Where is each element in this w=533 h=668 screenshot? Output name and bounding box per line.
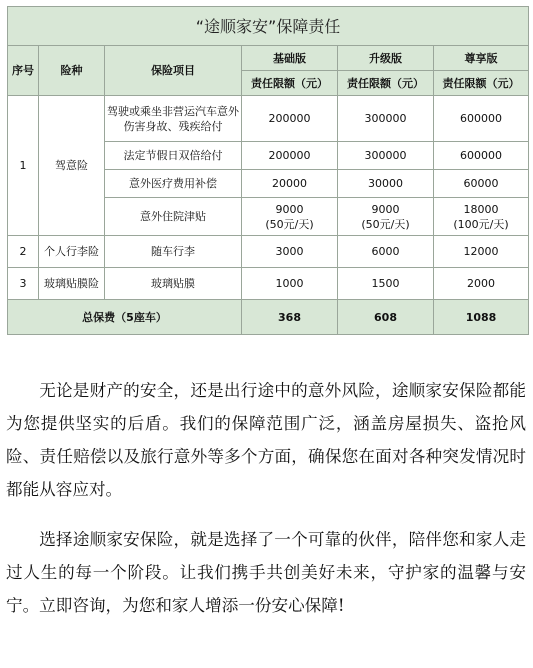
total-value-upgrade: 608 xyxy=(338,300,434,335)
cell-value: 200000 xyxy=(242,96,338,142)
paragraph-1: 无论是财产的安全，还是出行途中的意外风险，途顺家安保险都能为您提供坚实的后盾。我们的保障范围广泛，涵盖房屋损失、盗抢风险、责任赔偿以及旅行意外等多个方面，确保您在面对各种突发情况时都能从容应对。 xyxy=(6,381,526,499)
table-row xyxy=(8,96,529,142)
cell-value: 300000 xyxy=(338,142,434,170)
coverage-table xyxy=(7,6,529,335)
paragraph-2: 选择途顺家安保险，就是选择了一个可靠的伙伴，陪伴您和家人走过人生的每一个阶段。让我们携手共创美好未来，守护家的温馨与安宁。立即咨询，为您和家人增添一份安心保障! xyxy=(6,530,526,615)
cell-value xyxy=(434,198,529,236)
cell-seq: 2 xyxy=(8,236,39,268)
cell-item: 玻璃贴膜 xyxy=(105,268,242,300)
cell-item: 意外医疗费用补偿 xyxy=(105,170,242,198)
table-row xyxy=(8,268,529,300)
header-plan-upgrade: 升级版 xyxy=(338,46,434,71)
table-title: “途顺家安”保障责任 xyxy=(8,7,529,46)
header-seq: 序号 xyxy=(8,46,39,96)
value-per-day: (50元/天) xyxy=(265,217,314,231)
value-per-day: (50元/天) xyxy=(361,217,410,231)
cell-value: 200000 xyxy=(242,142,338,170)
cell-type: 个人行李险 xyxy=(39,236,105,268)
cell-value: 600000 xyxy=(434,96,529,142)
cell-item: 随车行李 xyxy=(105,236,242,268)
total-row xyxy=(8,300,529,335)
cell-value xyxy=(242,198,338,236)
value-amount: 18000 xyxy=(463,202,499,216)
cell-value xyxy=(338,198,434,236)
header-limit-basic: 责任限额（元） xyxy=(242,71,338,96)
cell-type: 驾意险 xyxy=(39,96,105,236)
cell-value: 12000 xyxy=(434,236,529,268)
cell-type: 玻璃贴膜险 xyxy=(39,268,105,300)
cell-value: 6000 xyxy=(338,236,434,268)
cell-value: 30000 xyxy=(338,170,434,198)
header-item: 保险项目 xyxy=(105,46,242,96)
cell-value: 3000 xyxy=(242,236,338,268)
cell-value: 300000 xyxy=(338,96,434,142)
cell-seq: 1 xyxy=(8,96,39,236)
cell-value: 600000 xyxy=(434,142,529,170)
table-row xyxy=(8,236,529,268)
value-amount: 9000 xyxy=(371,202,400,216)
cell-value: 1500 xyxy=(338,268,434,300)
header-plan-premium: 尊享版 xyxy=(434,46,529,71)
cell-value: 2000 xyxy=(434,268,529,300)
cell-item: 意外住院津贴 xyxy=(105,198,242,236)
value-amount: 9000 xyxy=(275,202,304,216)
total-value-premium: 1088 xyxy=(434,300,529,335)
cell-seq: 3 xyxy=(8,268,39,300)
header-limit-premium: 责任限额（元） xyxy=(434,71,529,96)
total-value-basic: 368 xyxy=(242,300,338,335)
cell-value: 1000 xyxy=(242,268,338,300)
header-limit-upgrade: 责任限额（元） xyxy=(338,71,434,96)
header-plan-basic: 基础版 xyxy=(242,46,338,71)
cell-value: 60000 xyxy=(434,170,529,198)
value-per-day: (100元/天) xyxy=(453,217,509,231)
cell-item: 法定节假日双倍给付 xyxy=(105,142,242,170)
cell-item: 驾驶或乘坐非营运汽车意外伤害身故、残疾给付 xyxy=(105,96,242,142)
cell-value: 20000 xyxy=(242,170,338,198)
total-label: 总保费（5座车） xyxy=(8,300,242,335)
header-type: 险种 xyxy=(39,46,105,96)
